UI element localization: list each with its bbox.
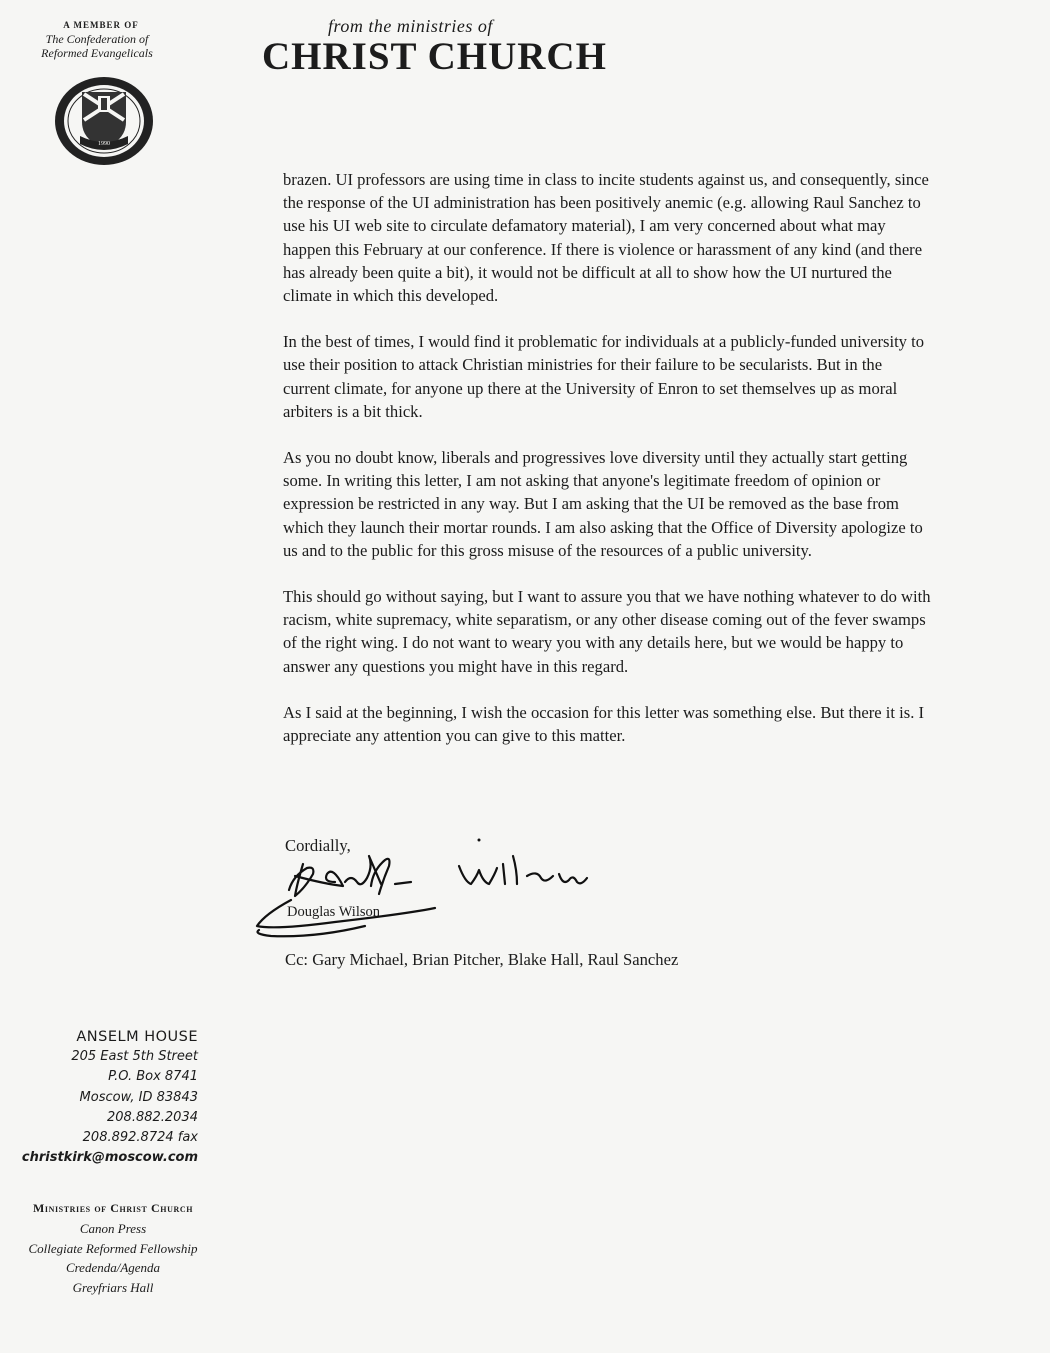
address-pobox: P.O. Box 8741 bbox=[108, 1069, 198, 1085]
member-line-3: Reformed Evangelicals bbox=[41, 46, 153, 60]
ministry-item: Credenda/Agenda bbox=[65, 1260, 161, 1276]
church-title: CHRIST CHURCH bbox=[262, 35, 607, 78]
from-line: from the ministries of bbox=[328, 16, 493, 36]
ministries-heading: Ministries of Christ Church bbox=[32, 1201, 194, 1215]
paragraph-3: As you no doubt know, liberals and progressives love diversity until they actually start getting some. In writing this letter, I am not asking that anyone's legitimate freedom of opinion or expression be restricted in any way. But I am asking that the UI be removed as the base from which they launch their mortar rounds. I am also asking that the Office of Diversity apologize to us and to the public for this gross misuse of the resources of a public university. bbox=[283, 448, 923, 560]
address-phone: 208.882.2034 bbox=[107, 1109, 198, 1125]
seal-year-text: 1990 bbox=[98, 141, 110, 147]
ministry-item: Greyfriars Hall bbox=[72, 1280, 154, 1296]
closing-salutation: Cordially, bbox=[285, 836, 351, 855]
address-email: christkirk@moscow.com bbox=[21, 1150, 198, 1166]
handwritten-signature bbox=[245, 826, 625, 946]
cc-line: Cc: Gary Michael, Brian Pitcher, Blake Hall, Raul Sanchez bbox=[285, 950, 679, 969]
ministries-list bbox=[8, 1199, 218, 1298]
paragraph-1: brazen. UI professors are using time in class to incite students against us, and consequently, since the response of the UI administration has been positively anemic (e.g. allowing Raul Sanchez to use his UI web site to circulate defamatory material), I am very concerned about what may happen this February at our conference. If there is violence or harassment of any kind (and there has already been quite a bit), it would not be difficult at all to show how the UI nurtured the climate in which this developed. bbox=[283, 170, 929, 306]
address-street: 205 East 5th Street bbox=[71, 1049, 198, 1065]
address-block bbox=[10, 1027, 198, 1168]
member-line-1: A MEMBER OF bbox=[63, 20, 139, 30]
address-fax: 208.892.8724 fax bbox=[82, 1130, 198, 1146]
address-house: ANSELM HOUSE bbox=[76, 1029, 198, 1045]
paragraph-5: As I said at the beginning, I wish the occasion for this letter was something else. But there it is. I appreciate any attention you can give to this matter. bbox=[283, 702, 925, 746]
member-line-2: The Confederation of bbox=[45, 32, 149, 46]
paragraph-2: In the best of times, I would find it problematic for individuals at a publicly-funded university to use their position to attack Christian ministries for their failure to be secularists. But in the current climate, for anyone up there at the University of Enron to set themselves up as moral arbiters is a bit thick. bbox=[283, 332, 925, 421]
church-seal-logo bbox=[52, 74, 156, 168]
ministry-item: Collegiate Reformed Fellowship bbox=[28, 1240, 198, 1256]
member-notice bbox=[12, 18, 182, 60]
ministry-item: Canon Press bbox=[79, 1220, 147, 1236]
paragraph-4: This should go without saying, but I want to assure you that we have nothing whatever to do with racism, white supremacy, white separatism, or any other disease coming out of the fever swamps of the right wing. I do not want to weary you with any details here, but we would be happy to answer any questions you might have in this regard. bbox=[283, 587, 931, 676]
signer-name: Douglas Wilson bbox=[287, 904, 380, 920]
letter-body bbox=[283, 168, 933, 770]
address-city: Moscow, ID 83843 bbox=[79, 1089, 198, 1105]
